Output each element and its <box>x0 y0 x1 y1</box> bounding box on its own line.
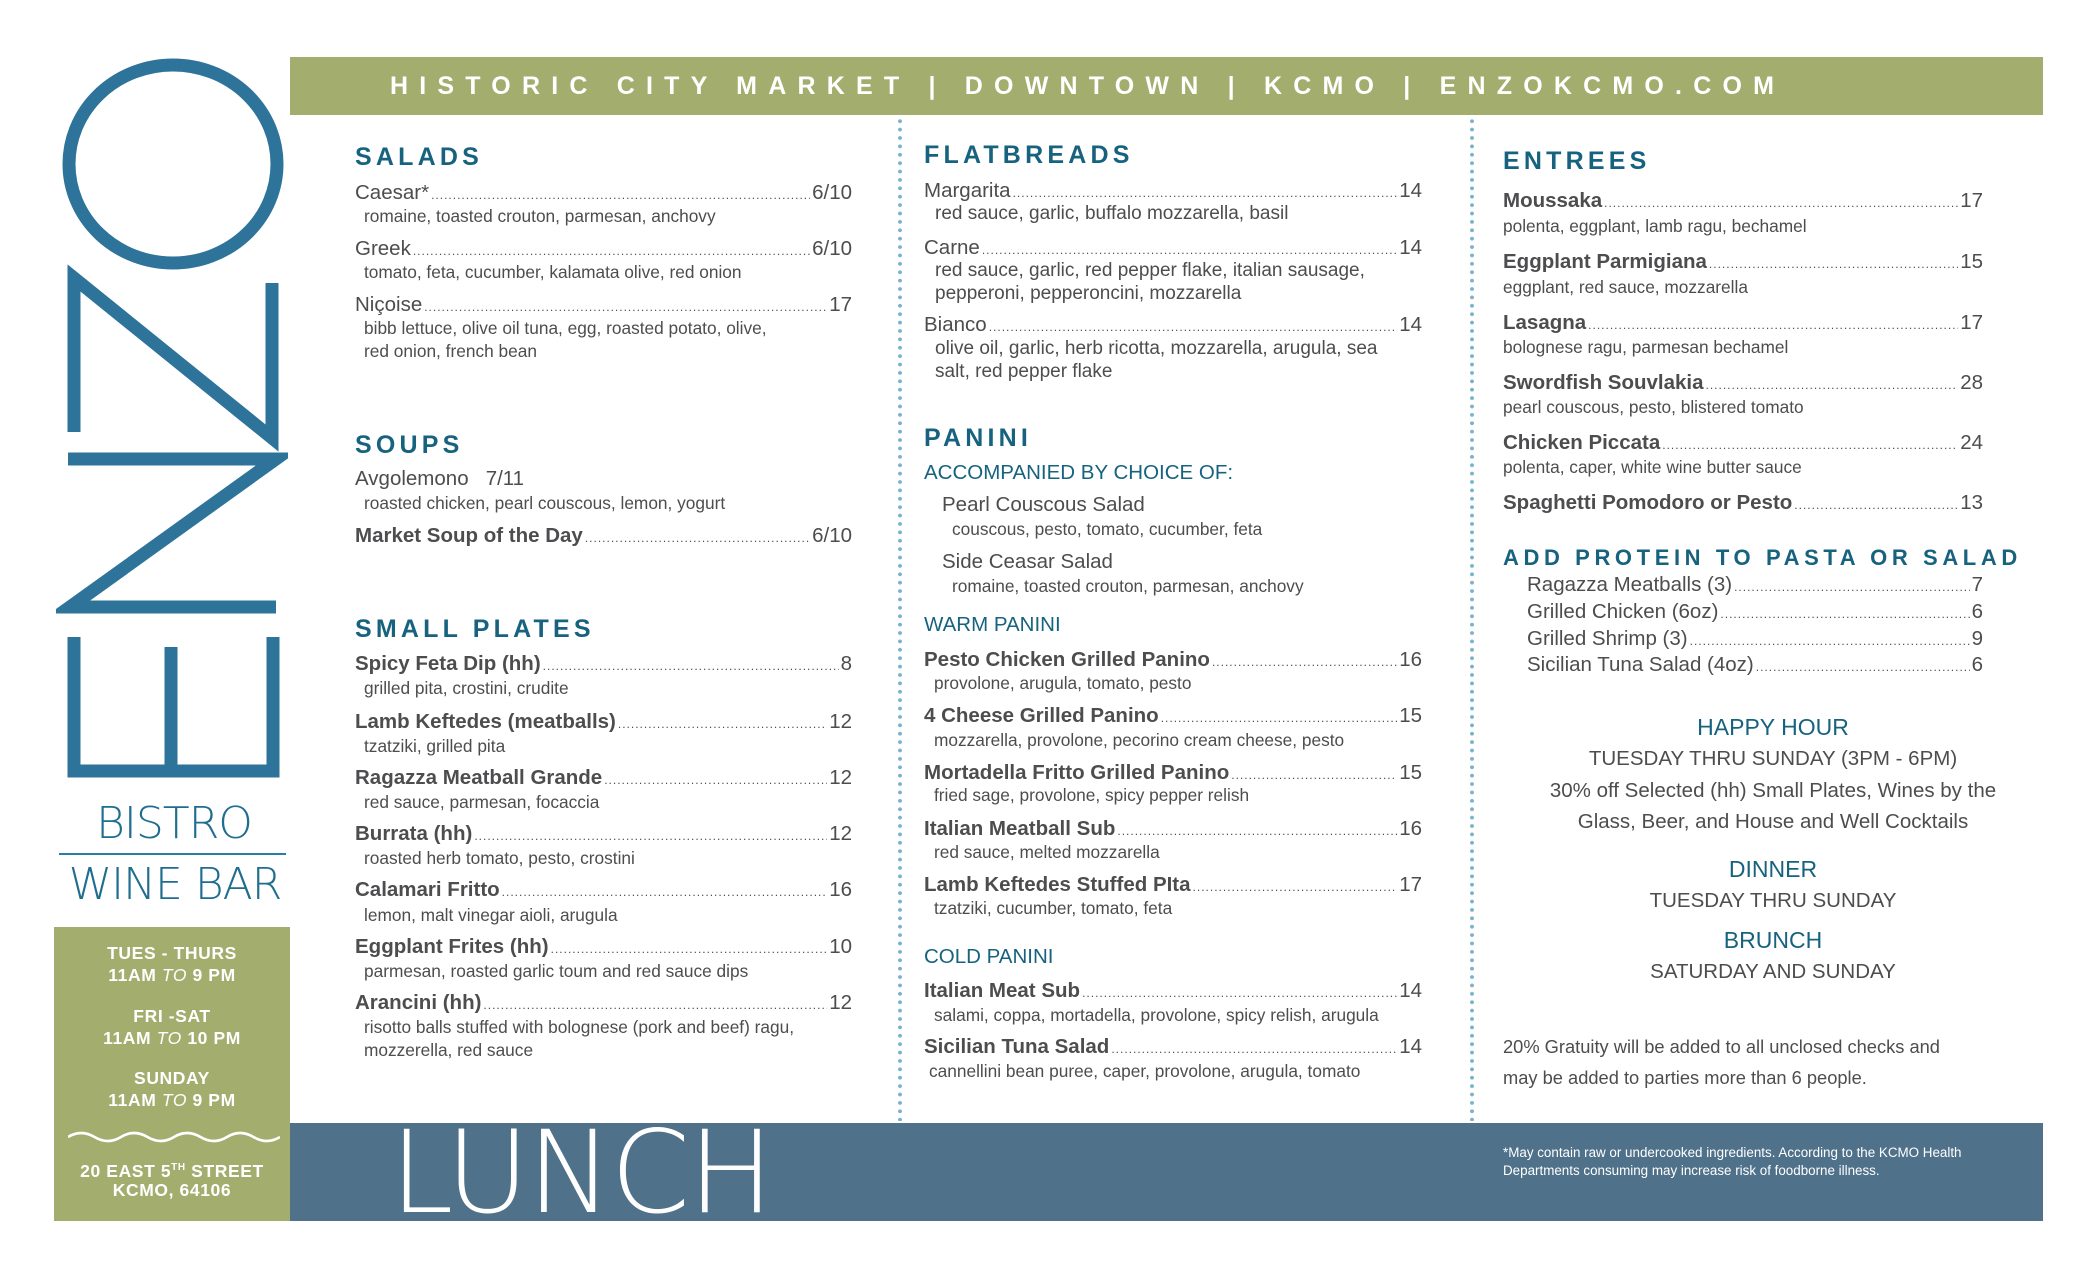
service-info <box>1503 0 2043 1000</box>
section-title-entrees: ENTREES <box>1503 147 1651 175</box>
hours-times: 11AM TO 9 PM <box>108 1090 236 1110</box>
menu-item-desc: cannellini bean puree, caper, provolone, arugula, tomato <box>929 1061 1361 1081</box>
dinner-title: DINNER <box>1728 856 1818 882</box>
menu-item: Bianco ..... 14 <box>924 312 1422 338</box>
protein-option: Grilled Shrimp (3) ..... 9 <box>1527 626 1983 652</box>
logo-letter-n <box>74 278 272 438</box>
gratuity-note: 20% Gratuity will be added to all unclosed checks and may be added to parties more than 6 people. <box>1503 1036 1940 1088</box>
menu-item: Spicy Feta Dip (hh) ..... 8 <box>355 651 852 677</box>
menu-item-desc: tzatziki, cucumber, tomato, feta <box>934 898 1173 918</box>
menu-item-desc: pearl couscous, pesto, blistered tomato <box>1503 397 1804 417</box>
hours-times: 11AM TO 9 PM <box>108 965 236 985</box>
hours-days: TUES - THURS <box>107 943 237 963</box>
footer-band <box>290 1106 2043 1239</box>
column-middle <box>924 0 1422 1120</box>
dinner-when: TUESDAY THRU SUNDAY <box>1649 889 1897 912</box>
menu-item-desc: lemon, malt vinegar aioli, arugula <box>364 905 618 925</box>
hours-days: SUNDAY <box>134 1068 210 1088</box>
menu-item: Arancini (hh) ..... 12 <box>355 990 852 1016</box>
brunch-title: BRUNCH <box>1723 927 1823 953</box>
section-title-flatbreads: FLATBREADS <box>924 141 1134 169</box>
menu-item-desc: salt, red pepper flake <box>935 361 1113 382</box>
menu-item: Lasagna ..... 17 <box>1503 310 1983 336</box>
bistro-label: BISTRO <box>96 798 252 849</box>
menu-item-desc: bibb lettuce, olive oil tuna, egg, roasted potato, olive, <box>364 318 767 338</box>
menu-item: Caesar* ..... 6/10 <box>355 180 852 206</box>
menu-item: Eggplant Frites (hh) ..... 10 <box>355 934 852 960</box>
menu-item: Lamb Keftedes (meatballs) ..... 12 <box>355 709 852 735</box>
menu-item: Swordfish Souvlakia ..... 28 <box>1503 370 1983 396</box>
bistro-divider-rule <box>59 853 286 855</box>
warm-panini-title: WARM PANINI <box>924 613 1061 636</box>
column-left <box>355 0 852 1120</box>
menu-item-desc: roasted chicken, pearl couscous, lemon, yogurt <box>364 493 726 513</box>
address-city: KCMO, 64106 <box>112 1180 232 1200</box>
happy-hour-desc: Glass, Beer, and House and Well Cocktails <box>1577 810 1969 833</box>
happy-hour-when: TUESDAY THRU SUNDAY (3PM - 6PM) <box>1588 747 1958 770</box>
logo-letter-z <box>68 459 276 607</box>
menu-item-desc: bolognese ragu, parmesan bechamel <box>1503 337 1789 357</box>
menu-item-desc: red sauce, garlic, red pepper flake, italian sausage, <box>935 260 1365 281</box>
address-street: 20 EAST 5TH STREET <box>80 1160 264 1181</box>
menu-item-desc: risotto balls stuffed with bolognese (pork and beef) ragu, <box>364 1017 795 1037</box>
hours-times: 11AM TO 10 PM <box>103 1028 241 1048</box>
section-title-add-protein: ADD PROTEIN TO PASTA OR SALAD <box>1503 545 2022 570</box>
menu-item: Chicken Piccata ..... 24 <box>1503 430 1983 456</box>
wine-bar-label: WINE BAR <box>68 859 282 910</box>
menu-item-desc: roasted herb tomato, pesto, crostini <box>364 848 635 868</box>
side-option-desc: couscous, pesto, tomato, cucumber, feta <box>952 519 1263 539</box>
brunch-when: SATURDAY AND SUNDAY <box>1650 960 1896 983</box>
section-title-panini: PANINI <box>924 424 1033 452</box>
menu-item: Eggplant Parmigiana ..... 15 <box>1503 249 1983 275</box>
section-title-soups: SOUPS <box>355 431 464 459</box>
menu-item-desc: mozzarella, provolone, pecorino cream cheese, pesto <box>934 730 1345 750</box>
menu-item-desc: tomato, feta, cucumber, kalamata olive, red onion <box>364 262 742 282</box>
menu-item-desc: provolone, arugula, tomato, pesto <box>934 673 1192 693</box>
column-divider <box>898 117 902 1121</box>
menu-item-desc: pepperoni, pepperoncini, mozzarella <box>935 283 1242 304</box>
menu-item-desc: tzatziki, grilled pita <box>364 736 506 756</box>
menu-item: Ragazza Meatball Grande ..... 12 <box>355 765 852 791</box>
enzo-logo <box>56 50 288 785</box>
menu-item-desc: red sauce, melted mozzarella <box>934 842 1160 862</box>
protein-option: Sicilian Tuna Salad (4oz) ..... 6 <box>1527 652 1983 678</box>
cold-panini-title: COLD PANINI <box>924 945 1054 968</box>
menu-item-desc: olive oil, garlic, herb ricotta, mozzarella, arugula, sea <box>935 338 1378 359</box>
menu-item: Italian Meatball Sub ..... 16 <box>924 816 1422 842</box>
menu-item: Pesto Chicken Grilled Panino ..... 16 <box>924 647 1422 673</box>
hours-box <box>54 927 290 1221</box>
wave-divider-icon <box>68 1129 280 1145</box>
section-title-salads: SALADS <box>355 143 483 171</box>
menu-item-desc: salami, coppa, mortadella, provolone, spicy relish, arugula <box>934 1005 1379 1025</box>
menu-item: Calamari Fritto ..... 16 <box>355 877 852 903</box>
panini-accompanied-label: ACCOMPANIED BY CHOICE OF: <box>924 461 1234 484</box>
menu-item: Burrata (hh) ..... 12 <box>355 821 852 847</box>
logo-letter-o <box>69 65 277 263</box>
hours-days: FRI -SAT <box>133 1006 211 1026</box>
meal-label: LUNCH <box>390 1106 772 1239</box>
menu-item: Italian Meat Sub ..... 14 <box>924 978 1422 1004</box>
health-disclaimer: *May contain raw or undercooked ingredients. According to the KCMO Health Departments consuming may increase risk of foodborne illness. <box>1503 1145 1962 1178</box>
menu-item: Lamb Keftedes Stuffed PIta ..... 17 <box>924 872 1422 898</box>
side-option-desc: romaine, toasted crouton, parmesan, anchovy <box>952 576 1304 596</box>
column-divider <box>1470 117 1474 1121</box>
menu-item-desc: polenta, eggplant, lamb ragu, bechamel <box>1503 216 1807 236</box>
section-title-small-plates: SMALL PLATES <box>355 615 595 643</box>
menu-item-desc: eggplant, red sauce, mozzarella <box>1503 277 1748 297</box>
side-option: Pearl Couscous Salad <box>942 493 1145 516</box>
menu-item: Margarita ..... 14 <box>924 178 1422 204</box>
menu-item: Mortadella Fritto Grilled Panino ..... 15 <box>924 760 1422 786</box>
happy-hour-desc: 30% off Selected (hh) Small Plates, Wines by the <box>1549 779 1997 802</box>
menu-item-desc: red onion, french bean <box>364 341 537 361</box>
menu-item: Niçoise ..... 17 <box>355 292 852 318</box>
menu-item-desc: polenta, caper, white wine butter sauce <box>1503 457 1802 477</box>
side-option: Side Ceasar Salad <box>942 550 1113 573</box>
menu-item: Spaghetti Pomodoro or Pesto ..... 13 <box>1503 490 1983 516</box>
protein-option: Ragazza Meatballs (3) ..... 7 <box>1527 572 1983 598</box>
protein-option: Grilled Chicken (6oz) ..... 6 <box>1527 599 1983 625</box>
menu-item-desc: fried sage, provolone, spicy pepper relish <box>934 785 1250 805</box>
menu-item-desc: parmesan, roasted garlic toum and red sauce dips <box>364 961 749 981</box>
menu-item-desc: red sauce, garlic, buffalo mozzarella, basil <box>935 203 1289 224</box>
happy-hour-title: HAPPY HOUR <box>1697 714 1849 740</box>
menu-item: Sicilian Tuna Salad ..... 14 <box>924 1034 1422 1060</box>
menu-item-desc: romaine, toasted crouton, parmesan, anchovy <box>364 206 716 226</box>
menu-item: 4 Cheese Grilled Panino ..... 15 <box>924 703 1422 729</box>
menu-item-desc: red sauce, parmesan, focaccia <box>364 792 600 812</box>
menu-item: Avgolemono 7/11 <box>355 467 525 490</box>
menu-item: Market Soup of the Day ..... 6/10 <box>355 523 852 549</box>
menu-item: Greek ..... 6/10 <box>355 236 852 262</box>
menu-item: Moussaka ..... 17 <box>1503 188 1983 214</box>
menu-item-desc: grilled pita, crostini, crudite <box>364 678 569 698</box>
menu-item-desc: mozzerella, red sauce <box>364 1040 534 1060</box>
menu-item: Carne ..... 14 <box>924 235 1422 261</box>
header-tagline: HISTORIC CITY MARKET | DOWNTOWN | KCMO | ENZOKCMO.COM <box>390 72 1786 100</box>
